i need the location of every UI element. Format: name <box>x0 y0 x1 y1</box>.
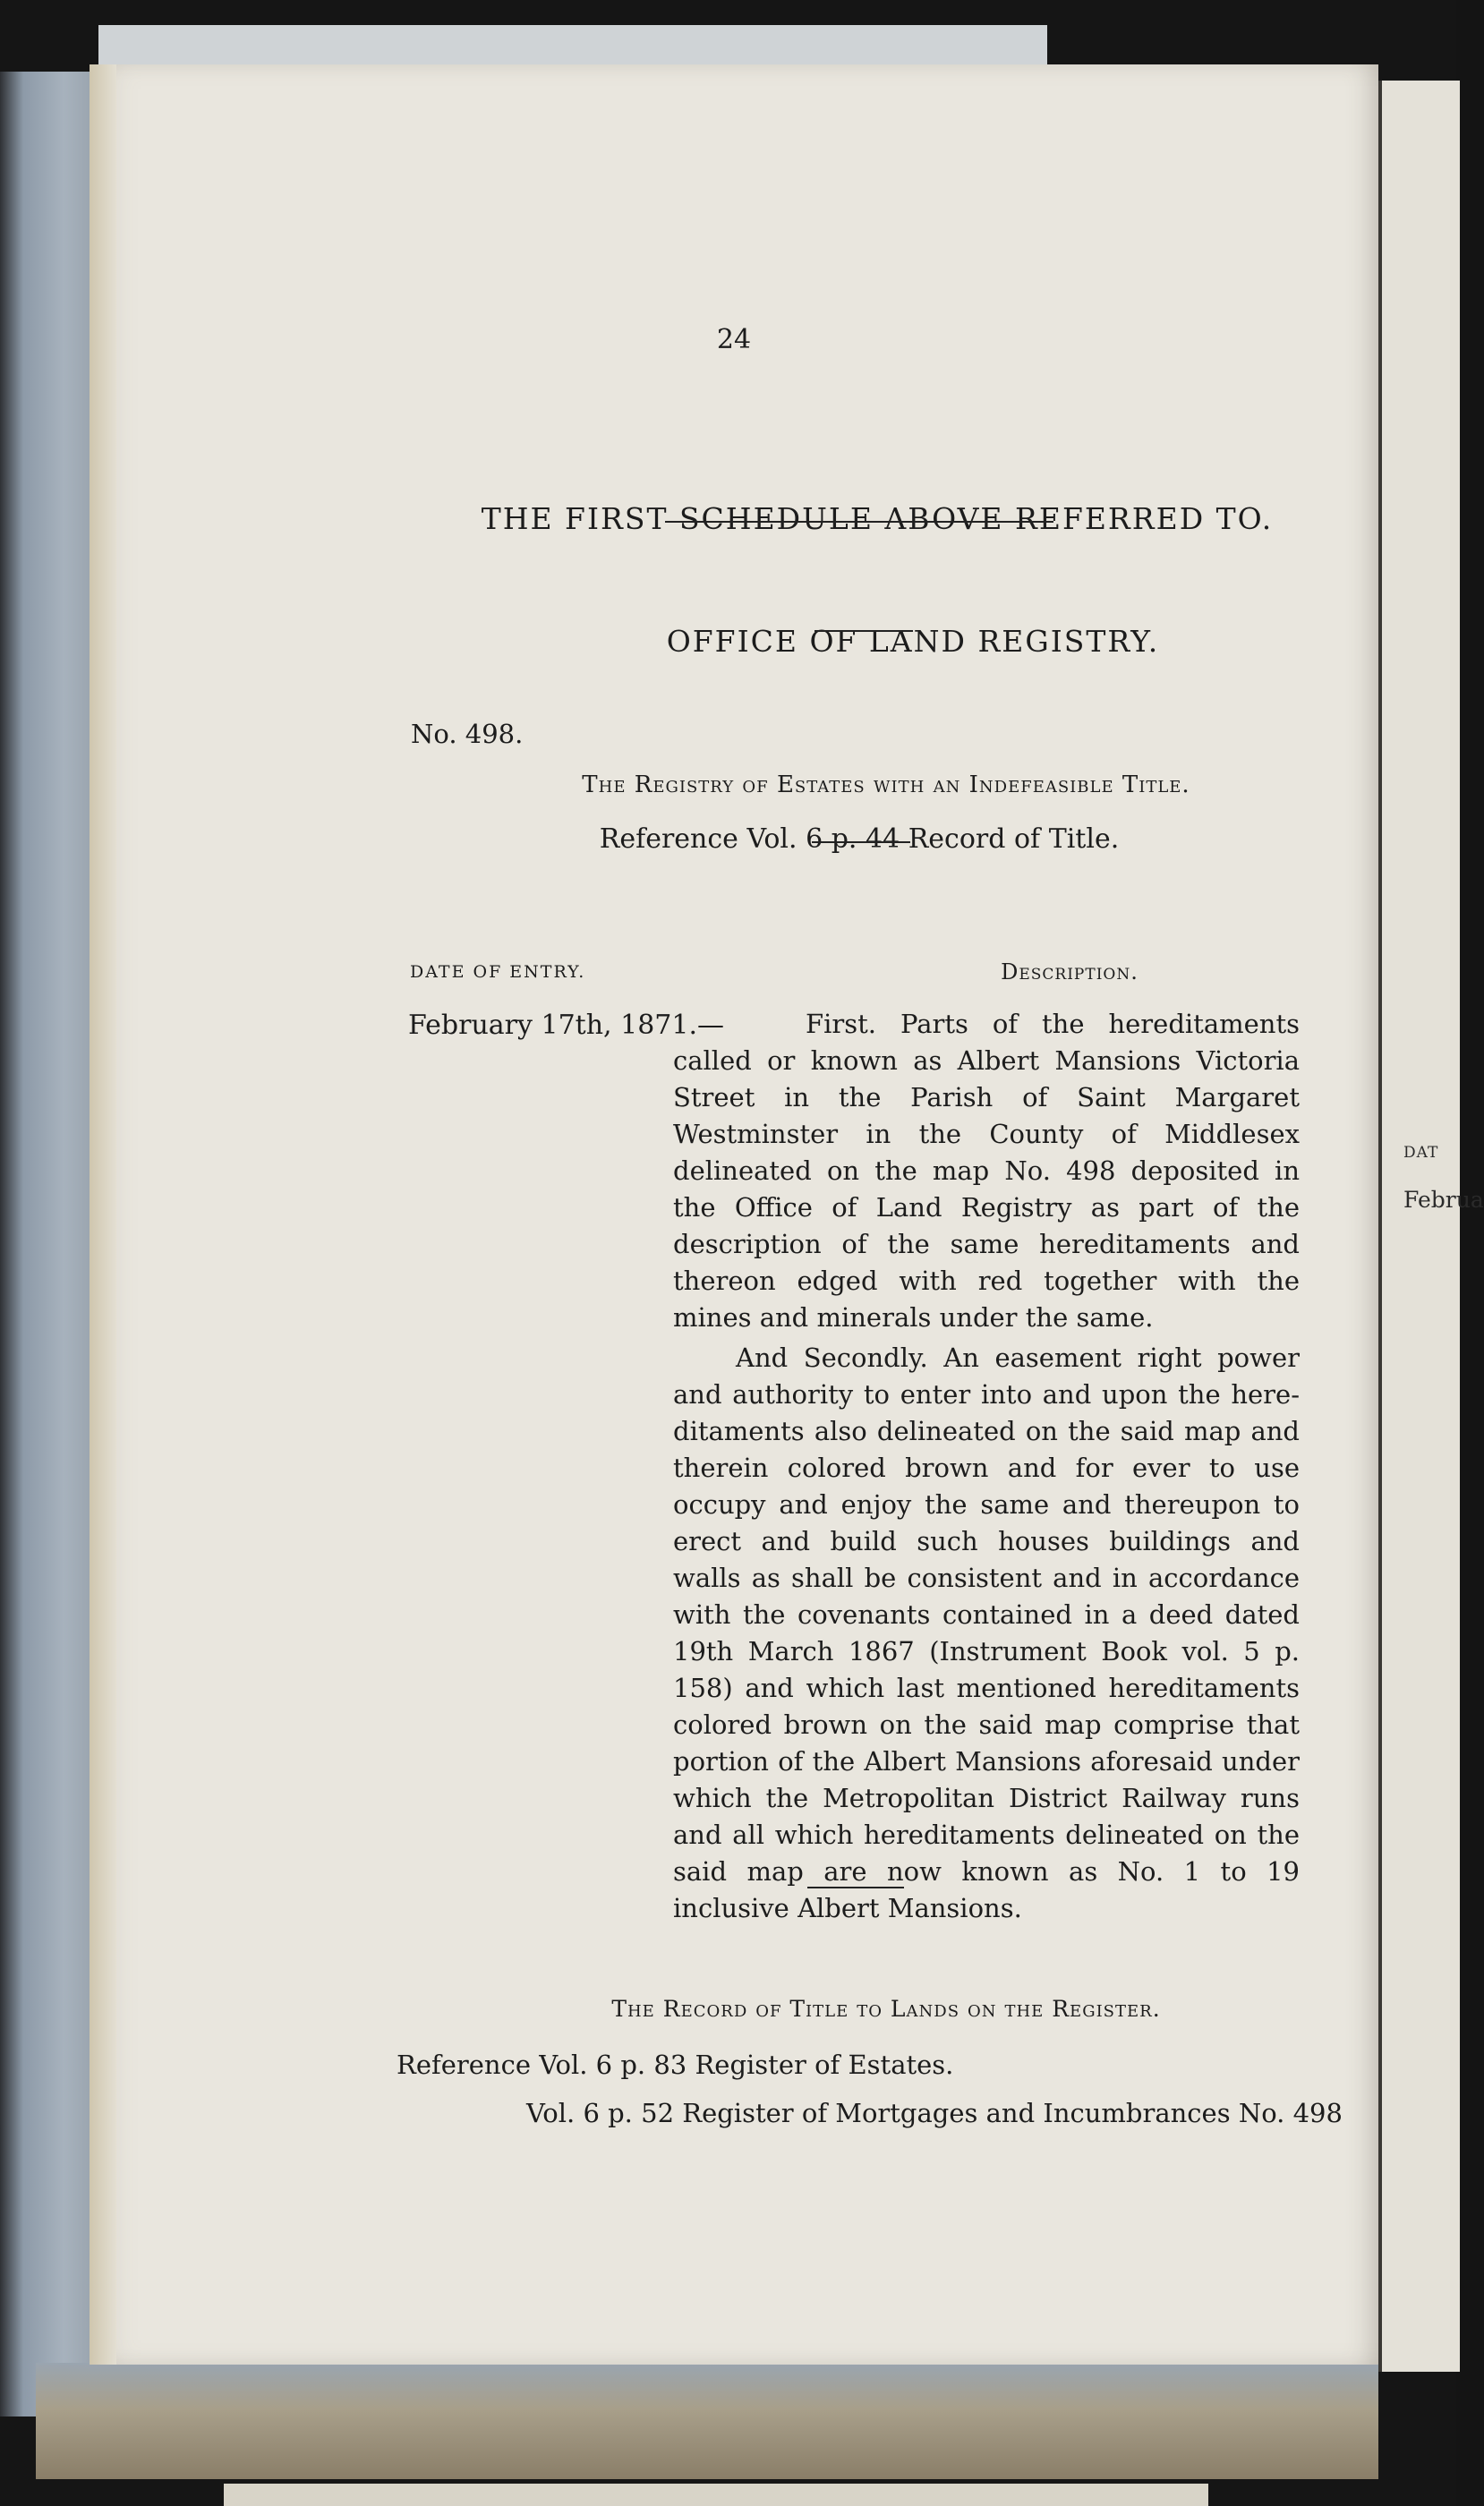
lower-page-strip <box>224 2484 1208 2506</box>
document-page <box>90 64 1378 2365</box>
book-bottom-edge <box>36 2363 1378 2479</box>
entry-number: No. 498. <box>411 719 524 749</box>
facing-page-fragment: Februa <box>1403 1187 1484 1213</box>
divider-rule <box>665 521 1053 523</box>
divider-rule <box>807 1887 904 1888</box>
record-heading: The Record of Title to Lands on the Register. <box>611 1996 1161 2022</box>
page-gutter-shadow <box>90 64 116 2365</box>
facing-page <box>1378 81 1484 2372</box>
register-reference-line: Reference Vol. 6 p. 83 Register of Estates. <box>397 2050 954 2080</box>
divider-rule <box>814 630 913 632</box>
description-paragraph: And Secondly. An easement right power and authority to enter into and upon the hereditaments also delineated on the said map and therein colored brown and for ever to use occupy and enjoy the same and thereupon to erect and build such houses buildings and walls as shall be consistent and in accordance with the covenants contained in a deed dated 19th March 1867 (Instrument Book vol. 5 p. 158) and which last mentioned hereditaments colored brown on the said map comprise that portion of the Albert Mansions aforesaid under which the Metropolitan District Railway runs and all which hereditaments delineated on the said map are now known as No. 1 to 19 inclusive Albert Mansions. <box>673 1342 1300 1923</box>
facing-page-fragment: DAT <box>1403 1144 1439 1162</box>
column-header-date: DATE OF ENTRY. <box>410 962 586 982</box>
description-paragraph: First. Parts of the hereditaments called or known as Albert Mansions Victoria Street in the Parish of Saint Margaret Westminster in the County of Middlesex delineated on the map No. 498 deposited in the Office of Land Registry as part of the description of the same hereditaments and thereon edged with red together with the mines and minerals under the same. <box>673 1009 1300 1333</box>
date-of-entry: February 17th, 1871.— <box>408 1010 725 1041</box>
mortgages-reference-line: Vol. 6 p. 52 Register of Mortgages and Incumbrances No. 498 <box>526 2098 1343 2128</box>
description-block <box>673 1006 1300 1927</box>
column-header-description: Description. <box>1001 959 1139 984</box>
office-title: OFFICE OF LAND REGISTRY. <box>666 624 1160 659</box>
page-number: 24 <box>716 324 752 355</box>
reference-line: Reference Vol. 6 p. 44 Record of Title. <box>599 823 1120 855</box>
divider-rule <box>812 841 910 843</box>
schedule-title: THE FIRST SCHEDULE ABOVE REFERRED TO. <box>481 501 1274 536</box>
registry-line: The Registry of Estates with an Indefeasible Title. <box>582 771 1190 798</box>
